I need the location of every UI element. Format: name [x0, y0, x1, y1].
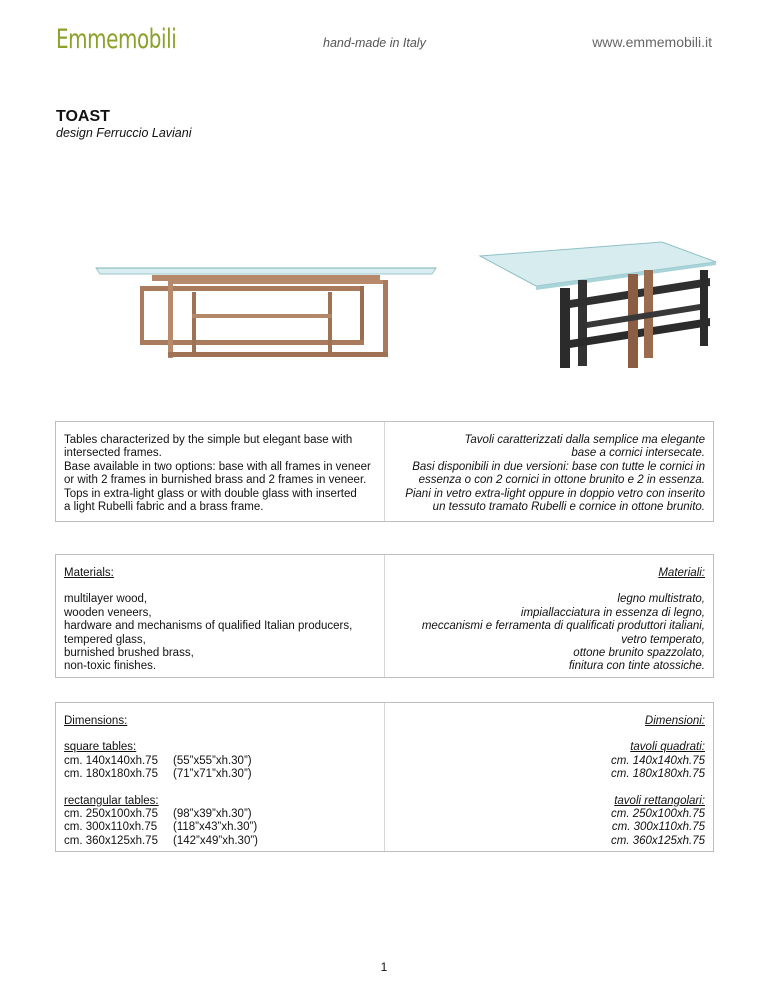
material-item-en: hardware and mechanisms of qualified Italian producers,: [64, 620, 353, 633]
description-en-line: Base available in two options: base with all frames in veneer: [64, 460, 371, 473]
materials-it: [385, 555, 714, 677]
material-item-it: ottone brunito spazzolato,: [573, 647, 705, 660]
product-photo-front: [92, 258, 440, 364]
dimensions-it: [385, 703, 714, 851]
description-en-line: Tops in extra-light glass or with double glass with inserted: [64, 487, 357, 500]
dimension-inch: (71”x71”xh.30”): [173, 768, 252, 781]
tagline: hand-made in Italy: [323, 36, 426, 50]
square-tables-heading-en: square tables:: [64, 741, 137, 754]
dimension-row: [64, 808, 376, 821]
dimension-inch: (118”x43”xh.30”): [173, 821, 258, 834]
dimension-cm: cm. 140x140xh.75: [64, 754, 158, 767]
product-photo-perspective: [478, 240, 718, 370]
description-it-line: un tessuto tramato Rubelli e cornice in ottone brunito.: [432, 501, 705, 514]
description-en-line: intersected frames.: [64, 447, 162, 460]
description-it-line: Piani in vetro extra-light oppure in doppio vetro con inserito: [405, 487, 705, 500]
description-section: [55, 421, 714, 522]
dimension-inch: (98”x39”xh.30”): [173, 808, 252, 821]
dimension-cm: cm. 360x125xh.75: [64, 834, 158, 847]
dimension-cm-it: cm. 140x140xh.75: [611, 754, 705, 767]
material-item-it: impiallacciatura in essenza di legno,: [520, 606, 705, 619]
materials-en: [56, 555, 385, 677]
description-en-line: or with 2 frames in burnished brass and 2 frames in veneer.: [64, 474, 367, 487]
dimension-cm-it: cm. 360x125xh.75: [611, 834, 705, 847]
product-designer: design Ferruccio Laviani: [56, 126, 192, 140]
rect-tables-heading-en: rectangular tables:: [64, 794, 159, 807]
description-it-line: Tavoli caratterizzati dalla semplice ma elegante: [464, 434, 705, 446]
description-en-line: a light Rubelli fabric and a brass frame.: [64, 501, 264, 514]
dimension-cm: cm. 180x180xh.75: [64, 768, 158, 781]
page-number: 1: [380, 960, 388, 974]
dimension-row: [64, 821, 376, 834]
material-item-en: non-toxic finishes.: [64, 660, 157, 673]
dimension-cm: cm. 300x110xh.75: [64, 821, 158, 834]
description-it-line: base a cornici intersecate.: [571, 447, 705, 460]
dimension-row: [64, 835, 376, 848]
dimension-cm: cm. 250x100xh.75: [64, 808, 158, 821]
material-item-en: wooden veneers,: [64, 606, 152, 619]
dimension-cm-it: cm. 180x180xh.75: [611, 768, 705, 781]
dimension-inch: (142”x49”xh.30”): [173, 834, 259, 847]
dimension-inch: (55”x55”xh.30”): [173, 754, 252, 767]
website-link[interactable]: www.emmemobili.it: [592, 34, 712, 50]
material-item-en: burnished brushed brass,: [64, 647, 194, 660]
material-item-it: finitura con tinte atossiche.: [568, 660, 705, 673]
square-tables-heading-it: tavoli quadrati:: [630, 741, 705, 754]
page-header: [56, 24, 712, 60]
description-it: [385, 422, 714, 521]
brand-logo: Emmemobili: [56, 24, 177, 55]
dimension-row: [64, 755, 376, 768]
materials-section: [55, 554, 714, 678]
description-en-line: Tables characterized by the simple but elegant base with: [64, 434, 353, 446]
description-en: [56, 422, 385, 521]
product-title: TOAST: [56, 108, 110, 125]
dimension-cm-it: cm. 250x100xh.75: [611, 808, 705, 821]
material-item-it: meccanismi e ferramenta di qualificati produttori italiani,: [421, 620, 705, 633]
rect-tables-heading-it: tavoli rettangolari:: [614, 794, 705, 807]
dimensions-heading-en: Dimensions:: [64, 715, 128, 727]
dimensions-en: [56, 703, 385, 851]
dimensions-section: [55, 702, 714, 852]
dimension-row: [64, 768, 376, 781]
material-item-it: legno multistrato,: [617, 593, 705, 606]
material-item-it: vetro temperato,: [621, 633, 705, 646]
dimensions-heading-it: Dimensioni:: [644, 715, 705, 727]
description-it-line: essenza o con 2 cornici in ottone brunito e 2 in essenza.: [418, 474, 705, 487]
materials-heading-en: Materials:: [64, 567, 114, 579]
dimension-cm-it: cm. 300x110xh.75: [611, 821, 705, 834]
material-item-en: multilayer wood,: [64, 593, 148, 606]
materials-heading-it: Materiali:: [658, 567, 705, 579]
description-it-line: Basi disponibili in due versioni: base con tutte le cornici in: [412, 460, 705, 473]
material-item-en: tempered glass,: [64, 633, 146, 646]
